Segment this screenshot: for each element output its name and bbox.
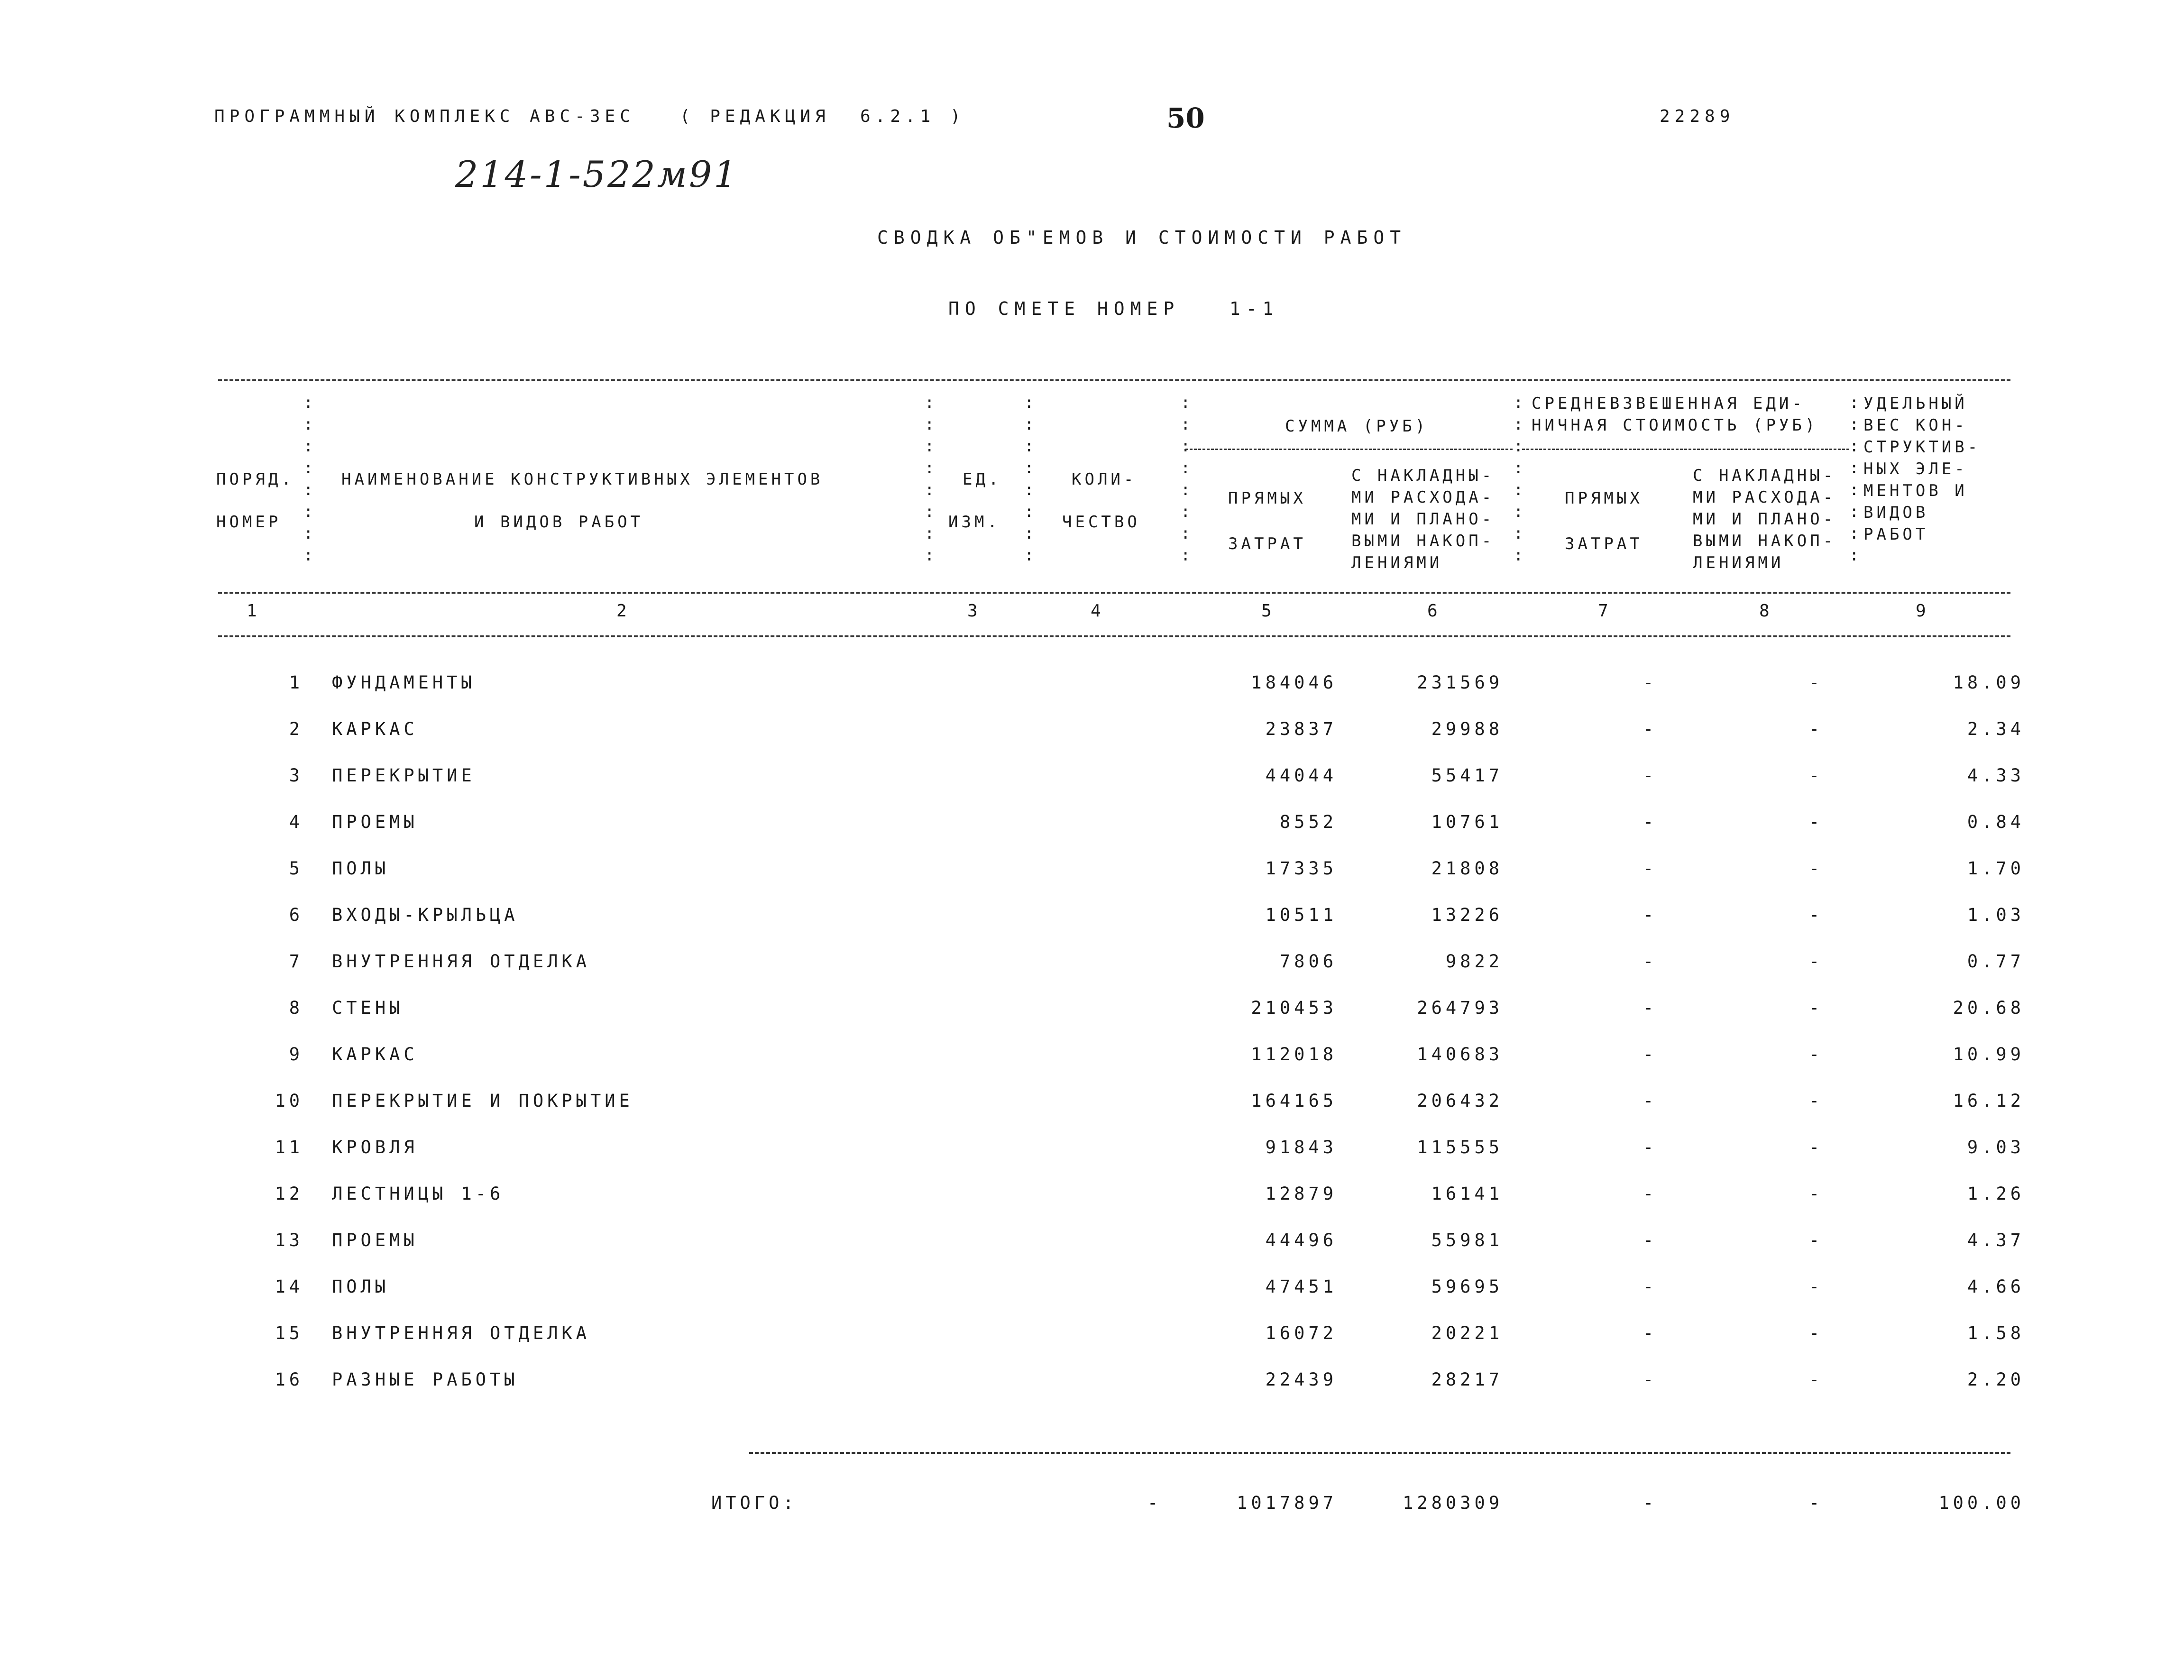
row-share: 20.68 — [1953, 998, 2025, 1018]
row-overhead-cost: 28217 — [1431, 1369, 1503, 1390]
row-name: ПРОЕМЫ — [332, 812, 418, 832]
row-overhead-cost: 29988 — [1431, 719, 1503, 739]
table-row — [0, 669, 2184, 697]
row-avg-overhead: - — [1808, 998, 1824, 1018]
row-direct-cost: 10511 — [1265, 905, 1337, 925]
row-number: 5 — [289, 858, 303, 879]
header-col3-line1: ЕД. — [963, 470, 1002, 489]
row-number: 2 — [289, 719, 303, 739]
row-avg-overhead: - — [1808, 1137, 1824, 1157]
row-name: ЛЕСТНИЦЫ 1-6 — [332, 1184, 505, 1204]
table-row — [0, 1087, 2184, 1115]
row-overhead-cost: 59695 — [1431, 1276, 1503, 1297]
row-share: 0.77 — [1967, 951, 2025, 972]
row-direct-cost: 164165 — [1251, 1091, 1337, 1111]
row-number: 9 — [289, 1044, 303, 1065]
row-avg-direct: - — [1643, 858, 1658, 879]
row-direct-cost: 23837 — [1265, 719, 1337, 739]
total-avg-overhead: - — [1808, 1493, 1824, 1513]
row-direct-cost: 22439 — [1265, 1369, 1337, 1390]
table-row — [0, 901, 2184, 929]
row-direct-cost: 8552 — [1279, 812, 1337, 832]
col-number: 4 — [1091, 601, 1101, 621]
header-col6: С НАКЛАДНЫ- МИ РАСХОДА- МИ И ПЛАНО- ВЫМИ НАКОП- ЛЕНИЯМИ — [1351, 466, 1495, 572]
row-avg-direct: - — [1643, 1137, 1658, 1157]
program-line: ПРОГРАММНЫЙ КОМПЛЕКС АВС-3ЕС ( РЕДАКЦИЯ 6.2.1 ) — [214, 107, 965, 126]
col-number: 3 — [967, 601, 978, 621]
group-sum-rule — [1185, 449, 1513, 450]
row-overhead-cost: 140683 — [1417, 1044, 1503, 1065]
row-avg-overhead: - — [1808, 1044, 1824, 1065]
row-share: 4.37 — [1967, 1230, 2025, 1250]
table-row — [0, 994, 2184, 1022]
col-separator: : : : : : : : : — [1514, 393, 1523, 565]
row-direct-cost: 47451 — [1265, 1276, 1337, 1297]
row-direct-cost: 91843 — [1265, 1137, 1337, 1157]
row-avg-direct: - — [1643, 998, 1658, 1018]
col-number: 9 — [1916, 601, 1926, 621]
row-number: 10 — [275, 1091, 303, 1111]
row-direct-cost: 12879 — [1265, 1184, 1337, 1204]
header-mid-rule — [218, 592, 2010, 594]
row-share: 2.34 — [1967, 719, 2025, 739]
table-row — [0, 1273, 2184, 1301]
header-top-rule — [218, 379, 2010, 381]
total-direct: 1017897 — [1237, 1493, 1337, 1513]
col-separator: : : : : : : : : — [303, 393, 313, 565]
row-direct-cost: 16072 — [1265, 1323, 1337, 1343]
col-number: 6 — [1427, 601, 1438, 621]
row-avg-overhead: - — [1808, 1184, 1824, 1204]
header-group-sum: СУММА (РУБ) — [1285, 417, 1429, 436]
header-col5-line2: ЗАТРАТ — [1228, 534, 1306, 553]
row-avg-overhead: - — [1808, 951, 1824, 972]
row-avg-overhead: - — [1808, 1091, 1824, 1111]
table-row — [0, 1319, 2184, 1348]
row-overhead-cost: 13226 — [1431, 905, 1503, 925]
row-avg-overhead: - — [1808, 812, 1824, 832]
table-row — [0, 1226, 2184, 1255]
total-share: 100.00 — [1938, 1493, 2025, 1513]
row-share: 2.20 — [1967, 1369, 2025, 1390]
document-subtitle: ПО СМЕТЕ НОМЕР 1-1 — [948, 298, 1279, 319]
row-avg-direct: - — [1643, 1323, 1658, 1343]
row-name: ПЕРЕКРЫТИЕ И ПОКРЫТИЕ — [332, 1091, 633, 1111]
row-avg-direct: - — [1643, 765, 1658, 786]
row-avg-overhead: - — [1808, 1323, 1824, 1343]
row-name: ПРОЕМЫ — [332, 1230, 418, 1250]
total-overhead: 1280309 — [1403, 1493, 1503, 1513]
row-avg-direct: - — [1643, 719, 1658, 739]
row-avg-direct: - — [1643, 1369, 1658, 1390]
row-share: 9.03 — [1967, 1137, 2025, 1157]
row-number: 15 — [275, 1323, 303, 1343]
row-share: 1.70 — [1967, 858, 2025, 879]
row-overhead-cost: 16141 — [1431, 1184, 1503, 1204]
row-avg-direct: - — [1643, 951, 1658, 972]
header-col7-line1: ПРЯМЫХ — [1565, 489, 1643, 508]
row-avg-direct: - — [1643, 1276, 1658, 1297]
row-share: 1.26 — [1967, 1184, 2025, 1204]
total-label: ИТОГО: — [711, 1493, 798, 1513]
row-share: 4.66 — [1967, 1276, 2025, 1297]
row-number: 3 — [289, 765, 303, 786]
total-qty: - — [1147, 1493, 1162, 1513]
row-avg-overhead: - — [1808, 1276, 1824, 1297]
row-share: 18.09 — [1953, 672, 2025, 693]
row-name: РАЗНЫЕ РАБОТЫ — [332, 1369, 519, 1390]
row-avg-direct: - — [1643, 1230, 1658, 1250]
header-col8: С НАКЛАДНЫ- МИ РАСХОДА- МИ И ПЛАНО- ВЫМИ НАКОП- ЛЕНИЯМИ — [1693, 466, 1836, 572]
row-number: 8 — [289, 998, 303, 1018]
table-row — [0, 1040, 2184, 1069]
row-overhead-cost: 9822 — [1445, 951, 1503, 972]
row-overhead-cost: 264793 — [1417, 998, 1503, 1018]
col-separator: : : : : : : : : — [925, 393, 935, 565]
row-name: КАРКАС — [332, 719, 418, 739]
row-overhead-cost: 20221 — [1431, 1323, 1503, 1343]
row-avg-overhead: - — [1808, 858, 1824, 879]
row-share: 4.33 — [1967, 765, 2025, 786]
row-overhead-cost: 231569 — [1417, 672, 1503, 693]
header-col9: УДЕЛЬНЫЙ ВЕС КОН- СТРУКТИВ- НЫХ ЭЛЕ- МЕНТОВ И ВИДОВ РАБОТ — [1863, 394, 1981, 544]
row-avg-direct: - — [1643, 1091, 1658, 1111]
header-col5-line1: ПРЯМЫХ — [1228, 489, 1306, 508]
row-number: 16 — [275, 1369, 303, 1390]
header-col3-line2: ИЗМ. — [948, 513, 1000, 532]
total-avg-direct: - — [1643, 1493, 1658, 1513]
row-share: 10.99 — [1953, 1044, 2025, 1065]
col-separator: : : : : : : : : — [1024, 393, 1034, 565]
group-avg-rule — [1522, 449, 1849, 450]
row-number: 7 — [289, 951, 303, 972]
row-number: 11 — [275, 1137, 303, 1157]
header-group-avg: СРЕДНЕВЗВЕШЕННАЯ ЕДИ- НИЧНАЯ СТОИМОСТЬ (РУБ) — [1532, 394, 1818, 435]
row-name: ПОЛЫ — [332, 1276, 390, 1297]
row-avg-overhead: - — [1808, 672, 1824, 693]
total-row — [0, 1489, 2184, 1517]
row-direct-cost: 112018 — [1251, 1044, 1337, 1065]
row-name: ВНУТРЕННЯЯ ОТДЕЛКА — [332, 951, 590, 972]
row-avg-overhead: - — [1808, 1369, 1824, 1390]
col-number: 8 — [1759, 601, 1770, 621]
table-row — [0, 1180, 2184, 1208]
header-col7-line2: ЗАТРАТ — [1565, 534, 1643, 553]
row-name: КРОВЛЯ — [332, 1137, 418, 1157]
row-direct-cost: 44496 — [1265, 1230, 1337, 1250]
table-row — [0, 947, 2184, 976]
table-row — [0, 808, 2184, 836]
total-rule — [749, 1452, 2010, 1454]
row-number: 4 — [289, 812, 303, 832]
row-name: ВХОДЫ-КРЫЛЬЦА — [332, 905, 519, 925]
row-name: ФУНДАМЕНТЫ — [332, 672, 476, 693]
doc-number: 22289 — [1660, 107, 1735, 126]
row-direct-cost: 44044 — [1265, 765, 1337, 786]
row-avg-direct: - — [1643, 905, 1658, 925]
row-direct-cost: 7806 — [1279, 951, 1337, 972]
header-col1-line2: НОМЕР — [216, 513, 282, 532]
header-bottom-rule — [218, 635, 2010, 637]
header-col2-line1: НАИМЕНОВАНИЕ КОНСТРУКТИВНЫХ ЭЛЕМЕНТОВ — [341, 470, 824, 489]
row-share: 0.84 — [1967, 812, 2025, 832]
row-number: 6 — [289, 905, 303, 925]
row-avg-overhead: - — [1808, 905, 1824, 925]
row-avg-overhead: - — [1808, 719, 1824, 739]
row-name: КАРКАС — [332, 1044, 418, 1065]
row-direct-cost: 17335 — [1265, 858, 1337, 879]
col-number: 7 — [1598, 601, 1608, 621]
row-share: 1.58 — [1967, 1323, 2025, 1343]
table-row — [0, 715, 2184, 744]
row-name: ВНУТРЕННЯЯ ОТДЕЛКА — [332, 1323, 590, 1343]
col-number: 1 — [247, 601, 257, 621]
row-avg-direct: - — [1643, 812, 1658, 832]
row-overhead-cost: 55417 — [1431, 765, 1503, 786]
row-overhead-cost: 115555 — [1417, 1137, 1503, 1157]
handwritten-code: 214-1-522м91 — [455, 153, 739, 195]
row-direct-cost: 184046 — [1251, 672, 1337, 693]
header-col2-line2: И ВИДОВ РАБОТ — [474, 513, 644, 532]
row-direct-cost: 210453 — [1251, 998, 1337, 1018]
table-row — [0, 854, 2184, 883]
row-number: 14 — [275, 1276, 303, 1297]
row-share: 1.03 — [1967, 905, 2025, 925]
row-number: 13 — [275, 1230, 303, 1250]
row-name: ПЕРЕКРЫТИЕ — [332, 765, 476, 786]
row-name: СТЕНЫ — [332, 998, 404, 1018]
header-col4-line2: ЧЕСТВО — [1062, 513, 1140, 532]
row-share: 16.12 — [1953, 1091, 2025, 1111]
document-title: СВОДКА ОБ"ЕМОВ И СТОИМОСТИ РАБОТ — [877, 227, 1407, 248]
col-number: 2 — [616, 601, 627, 621]
row-number: 1 — [289, 672, 303, 693]
col-separator: : : : : : : : : — [1849, 393, 1859, 565]
row-avg-overhead: - — [1808, 1230, 1824, 1250]
row-overhead-cost: 55981 — [1431, 1230, 1503, 1250]
page-number: 50 — [1166, 102, 1205, 134]
table-row — [0, 1366, 2184, 1394]
row-avg-direct: - — [1643, 1044, 1658, 1065]
table-row — [0, 1133, 2184, 1162]
row-avg-direct: - — [1643, 672, 1658, 693]
row-overhead-cost: 21808 — [1431, 858, 1503, 879]
row-number: 12 — [275, 1184, 303, 1204]
header-col1-line1: ПОРЯД. — [216, 470, 294, 489]
row-avg-direct: - — [1643, 1184, 1658, 1204]
header-col4-line1: КОЛИ- — [1072, 470, 1137, 489]
col-number: 5 — [1261, 601, 1272, 621]
row-overhead-cost: 206432 — [1417, 1091, 1503, 1111]
table-row — [0, 762, 2184, 790]
row-name: ПОЛЫ — [332, 858, 390, 879]
row-avg-overhead: - — [1808, 765, 1824, 786]
row-overhead-cost: 10761 — [1431, 812, 1503, 832]
col-separator: : : : : : : : : — [1181, 393, 1191, 565]
